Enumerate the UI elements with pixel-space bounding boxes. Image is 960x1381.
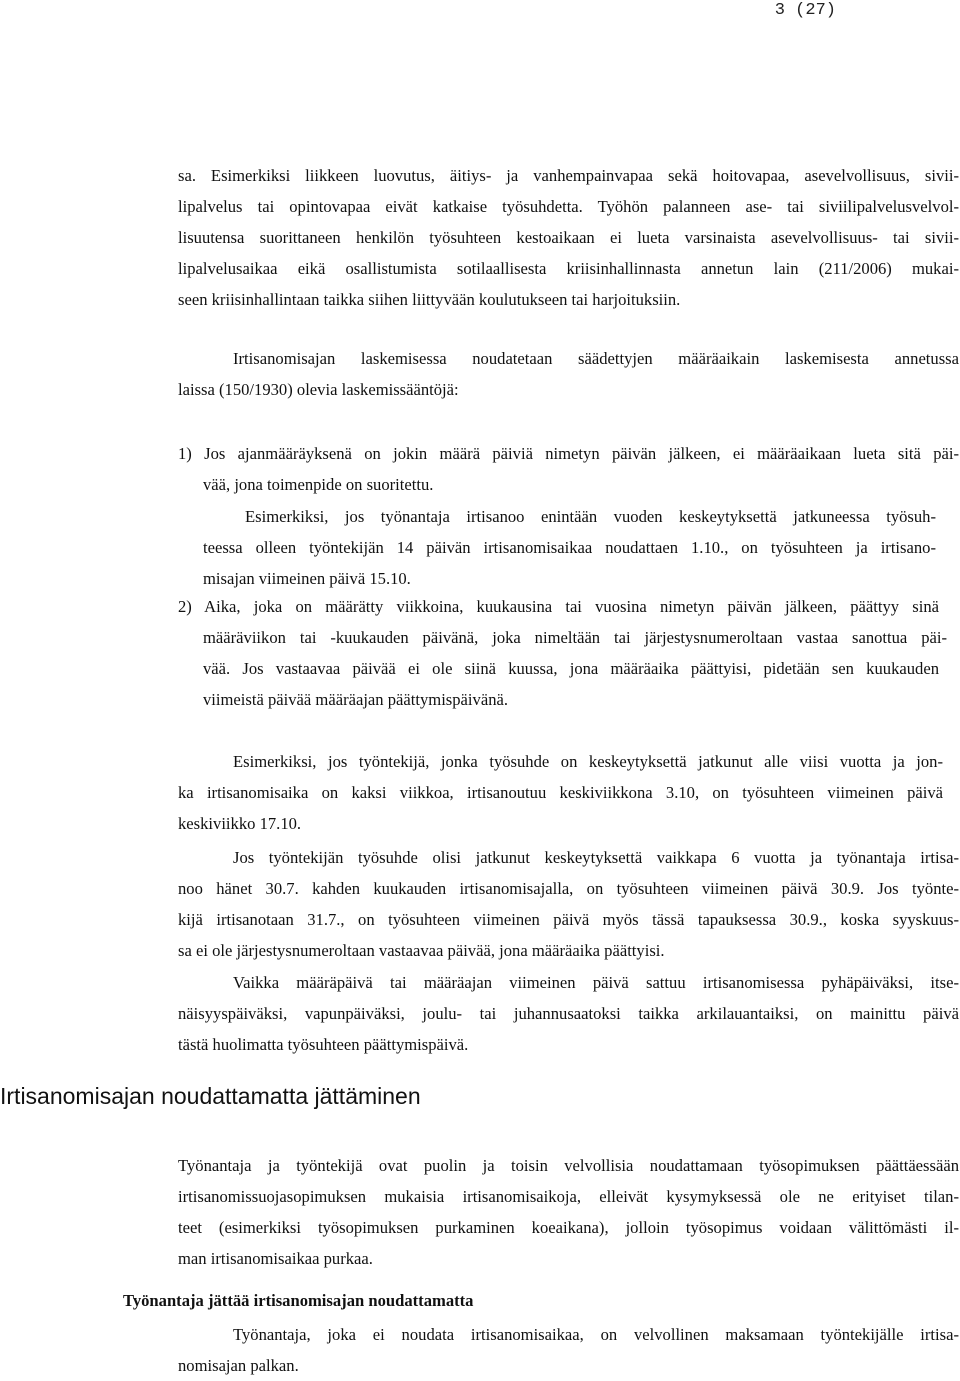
text-line: Vaikka määräpäivä tai määräajan viimeinen päivä sattuu irtisanomisessa pyhäpäiväksi, itse- xyxy=(233,973,959,992)
text-line: Esimerkiksi, jos työntekijä, jonka työsuhde on keskeytyksettä jatkunut alle viisi vuotta ja jon- xyxy=(233,752,943,771)
text-line: Irtisanomisajan laskemisessa noudatetaan säädettyjen määräaikain laskemisesta annetussa xyxy=(233,349,959,368)
text-line: teet (esimerkiksi työsopimuksen purkaminen koeaikana), jolloin työsopimus voidaan välittömästi il- xyxy=(178,1218,959,1237)
text-line: 1) Jos ajanmääräyksenä on jokin määrä päiviä nimetyn päivän jälkeen, ei määräaikaan lueta sitä päi- xyxy=(178,444,959,463)
text-line: Työnantaja, joka ei noudata irtisanomisaikaa, on velvollinen maksamaan työntekijälle irtisa- xyxy=(233,1325,959,1344)
text-line: Jos työntekijän työsuhde olisi jatkunut keskeytyksettä vaikkapa 6 vuotta ja työnantaja irtisa- xyxy=(233,848,959,867)
text-line: seen kriisinhallintaan taikka siihen liittyvään koulutukseen tai harjoituksiin. xyxy=(178,290,681,309)
text-line: viimeistä päivää määräajan päättymispäivänä. xyxy=(203,690,509,709)
page-number: 3 (27) xyxy=(774,1,836,20)
text-line: man irtisanomisaikaa purkaa. xyxy=(178,1249,373,1268)
text-line: lisuutensa suorittaneen henkilön työsuhteen kestoaikaan ei lueta varsinaista asevelvollisuus- tai sivii- xyxy=(178,228,959,247)
text-line: keskiviikko 17.10. xyxy=(178,814,302,833)
text-line: määräviikon tai -kuukauden päivänä, joka nimeltään tai järjestysnumeroltaan vastaa sanottua päi- xyxy=(203,628,947,647)
rule-2 xyxy=(178,591,959,715)
paragraph-employment-continuity xyxy=(178,160,959,315)
text-line: sa. Esimerkiksi liikkeen luovutus, äitiys- ja vanhempainvapaa sekä hoitovapaa, asevelvollisuus, sivii- xyxy=(178,166,959,185)
text-line: Esimerkiksi, jos työnantaja irtisanoo enintään vuoden keskeytyksettä jatkuneessa työsuh- xyxy=(245,507,936,526)
section-paragraph xyxy=(178,1150,959,1274)
text-line: vää, jona toimenpide on suoritettu. xyxy=(203,475,434,494)
text-line: nomisajan palkan. xyxy=(178,1356,299,1375)
subsection-paragraph xyxy=(178,1319,959,1381)
example-1 xyxy=(203,501,936,594)
paragraph-example-dismissal xyxy=(178,842,959,966)
section-heading: Irtisanomisajan noudattamatta jättäminen xyxy=(0,1083,421,1109)
text-line: näisyyspäiväksi, vapunpäiväksi, joulu- tai juhannusaatoksi taikka arkilauantaiksi, on mainittu päivä xyxy=(178,1004,959,1023)
text-line: sa ei ole järjestysnumeroltaan vastaavaa päivää, jona määräaika päättyisi. xyxy=(178,941,665,960)
text-line: noo hänet 30.7. kahden kuukauden irtisanomisajalla, on työsuhteen viimeinen päivä 30.9. Jos työnte- xyxy=(178,879,959,898)
text-line: irtisanomissuojasopimuksen mukaisia irtisanomisaikoja, elleivät kysymyksessä ole ne erityiset tilan- xyxy=(178,1187,959,1206)
subsection-heading: Työnantaja jättää irtisanomisajan noudattamatta xyxy=(123,1291,474,1310)
text-line: tästä huolimatta työsuhteen päättymispäivä. xyxy=(178,1035,469,1054)
text-line: Työnantaja ja työntekijä ovat puolin ja toisin velvollisia noudattamaan työsopimuksen päättäessään xyxy=(178,1156,959,1175)
text-line: 2) Aika, joka on määrätty viikkoina, kuukausina tai vuosina nimetyn päivän jälkeen, päättyy sinä xyxy=(178,597,939,616)
text-line: ka irtisanomisaika on kaksi viikkoa, irtisanoutuu keskiviikkona 3.10, on työsuhteen viimeinen päivä xyxy=(178,783,943,802)
text-line: lipalvelusaikaa eikä osallistumista sotilaallisesta kriisinhallinnasta annetun lain (211/2006) mukai- xyxy=(178,259,959,278)
text-line: vää. Jos vastaavaa päivää ei ole siinä kuussa, jona määräaika päättyisi, pidetään sen kuukauden xyxy=(203,659,939,678)
text-line: misajan viimeinen päivä 15.10. xyxy=(203,569,411,588)
paragraph-holiday-rule xyxy=(178,967,959,1060)
text-line: teessa olleen työntekijän 14 päivän irtisanomisaikaa noudattaen 1.10., on työsuhteen ja irtisano- xyxy=(203,538,936,557)
paragraph-example-resignation xyxy=(178,746,943,839)
text-line: kijä irtisanotaan 31.7., on työsuhteen viimeinen päivä myös tässä tapauksessa 30.9., koska syyskuus- xyxy=(178,910,959,929)
paragraph-calculation-rules xyxy=(178,343,959,405)
rule-1 xyxy=(178,438,959,500)
text-line: laissa (150/1930) olevia laskemissääntöjä: xyxy=(178,380,459,399)
text-line: lipalvelus tai opintovapaa eivät katkaise työsuhdetta. Työhön palanneen ase- tai siviilipalvelusvelvol- xyxy=(178,197,959,216)
